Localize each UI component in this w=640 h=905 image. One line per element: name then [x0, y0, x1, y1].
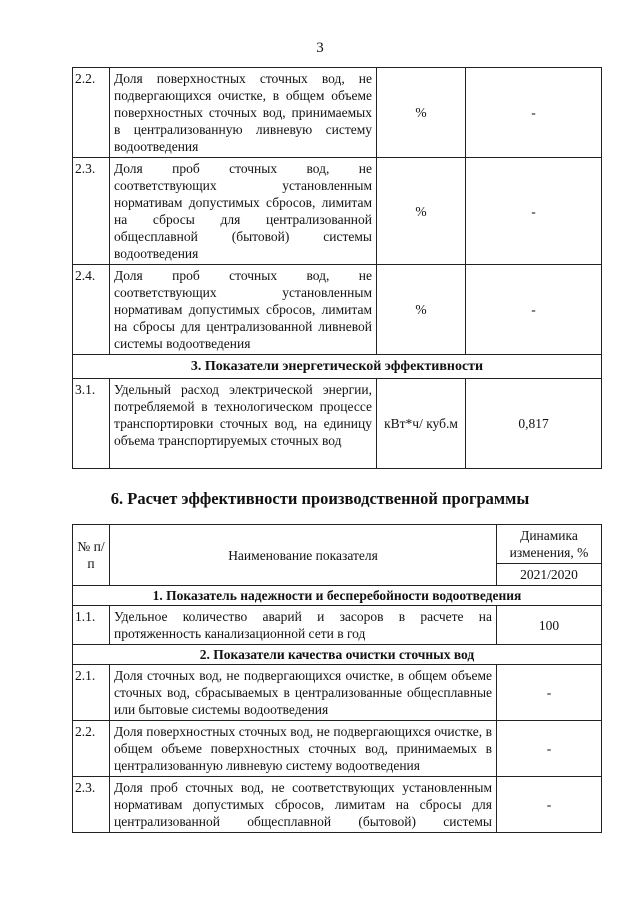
indicator-name: Доля проб сточных вод, не соответствующих установленным нормативам допустимых сбросов, лимитам на сбросы для централизованной общесплавной (бытовой) системы: [110, 777, 497, 833]
row-number: 2.2.: [73, 68, 110, 158]
indicator-name: Удельное количество аварий и засоров в расчете на протяженность канализационной сети в год: [110, 606, 497, 645]
header-row: [73, 525, 602, 564]
table-row: [73, 606, 602, 645]
column-header-number: № п/п: [73, 525, 110, 586]
indicator-unit: %: [377, 68, 466, 158]
row-number: 2.1.: [73, 665, 110, 721]
efficiency-table: [72, 524, 602, 833]
column-header-period: 2021/2020: [497, 564, 602, 586]
column-header-dynamics: Динамика изменения, %: [497, 525, 602, 564]
row-number: 1.1.: [73, 606, 110, 645]
indicator-value: 100: [497, 606, 602, 645]
indicator-value: -: [466, 265, 602, 355]
indicator-value: -: [466, 68, 602, 158]
indicator-unit: кВт*ч/ куб.м: [377, 379, 466, 469]
section-title: 1. Показатель надежности и бесперебойности водоотведения: [73, 586, 602, 606]
table-row: [73, 158, 602, 265]
section-row: [73, 355, 602, 379]
indicator-name: Доля сточных вод, не подвергающихся очистке, в общем объеме сточных вод, сбрасываемых в централизованные общесплавные или бытовые системы водоотведения: [110, 665, 497, 721]
section-title: 3. Показатели энергетической эффективности: [73, 355, 602, 379]
table-row: [73, 379, 602, 469]
indicator-name: Доля поверхностных сточных вод, не подвергающихся очистке, в общем объеме поверхностных сточных вод, принимаемых в централизованную ливневую систему водоотведения: [110, 721, 497, 777]
indicator-value: -: [497, 721, 602, 777]
row-number: 2.3.: [73, 158, 110, 265]
section-heading: 6. Расчет эффективности производственной программы: [110, 489, 530, 508]
indicator-unit: %: [377, 158, 466, 265]
section-title: 2. Показатели качества очистки сточных вод: [73, 645, 602, 665]
section-row: [73, 586, 602, 606]
row-number: 2.3.: [73, 777, 110, 833]
indicators-table-continued: [72, 67, 602, 469]
indicator-value: -: [497, 777, 602, 833]
indicator-name: Доля поверхностных сточных вод, не подвергающихся очистке, в общем объеме поверхностных сточных вод, принимаемых в централизованную ливневую систему водоотведения: [110, 68, 377, 158]
indicator-name: Доля проб сточных вод, не соответствующих установленным нормативам допустимых сбросов, лимитам на сбросы для централизованной ливневой системы водоотведения: [110, 265, 377, 355]
table-row: [73, 721, 602, 777]
indicator-value: 0,817: [466, 379, 602, 469]
indicator-name: Удельный расход электрической энергии, потребляемой в технологическом процессе транспортировки сточных вод, на единицу объема транспортируемых сточных вод: [110, 379, 377, 469]
indicator-name: Доля проб сточных вод, не соответствующих установленным нормативам допустимых сбросов, лимитам на сбросы для централизованной общесплавной (бытовой) системы водоотведения: [110, 158, 377, 265]
indicator-value: -: [466, 158, 602, 265]
table-row: [73, 777, 602, 833]
indicator-unit: %: [377, 265, 466, 355]
row-number: 2.2.: [73, 721, 110, 777]
indicator-value: -: [497, 665, 602, 721]
section-row: [73, 645, 602, 665]
page-number: 3: [316, 40, 324, 56]
row-number: 3.1.: [73, 379, 110, 469]
table-row: [73, 665, 602, 721]
table-row: [73, 68, 602, 158]
row-number: 2.4.: [73, 265, 110, 355]
column-header-name: Наименование показателя: [110, 525, 497, 586]
table-row: [73, 265, 602, 355]
